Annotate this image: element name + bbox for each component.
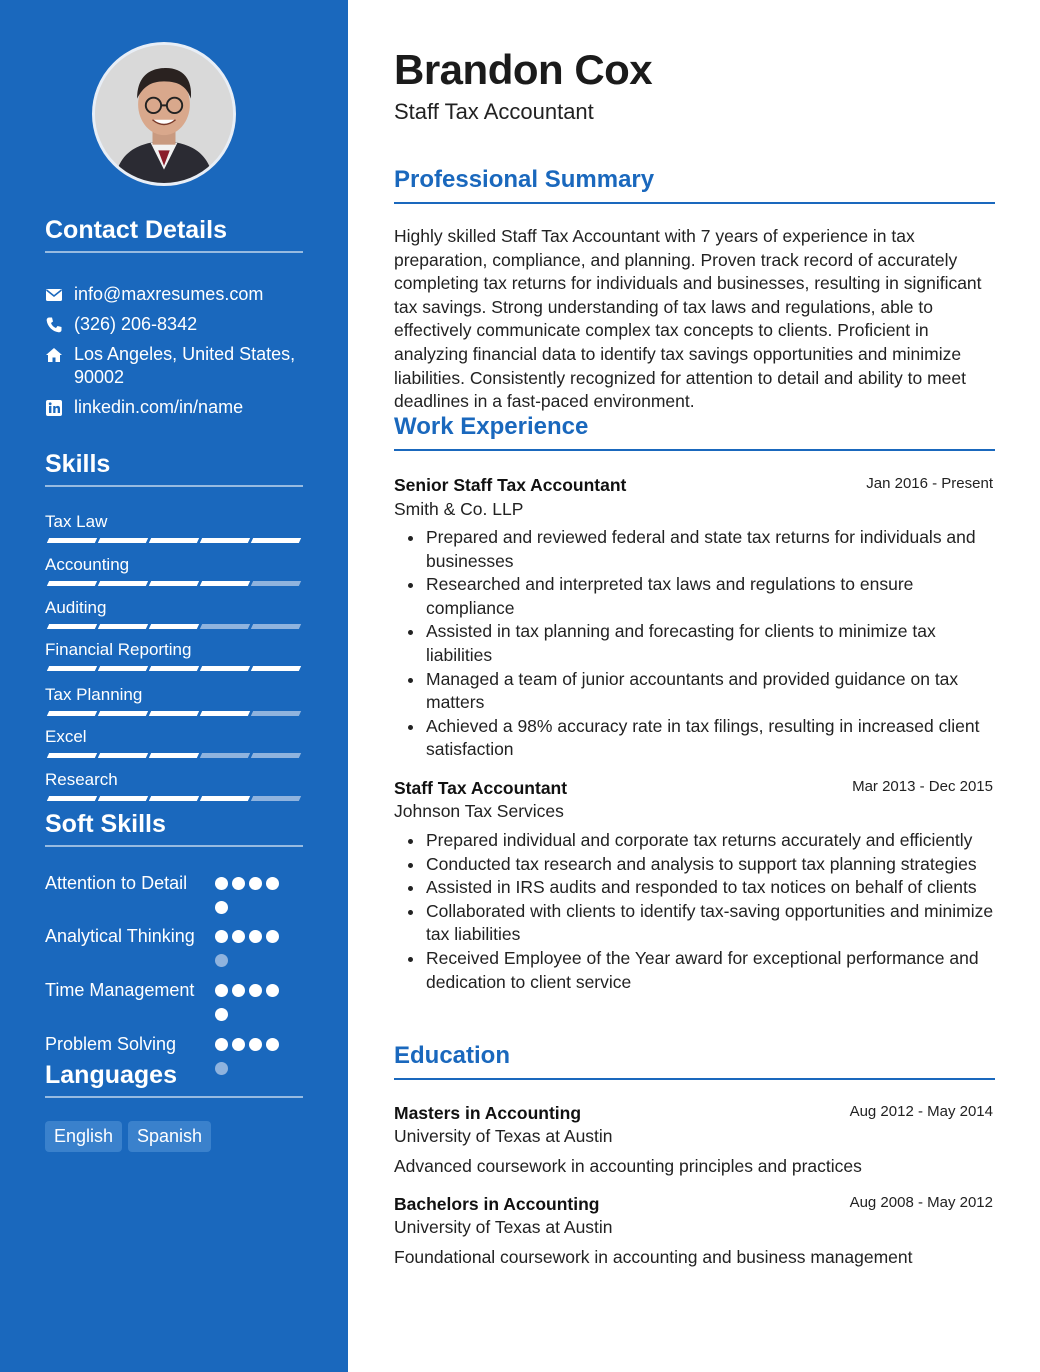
soft-skills-heading: Soft Skills: [45, 810, 303, 847]
soft-skill-name: Problem Solving: [45, 1034, 177, 1054]
rating-dot-filled: [266, 877, 279, 890]
sidebar: [0, 0, 348, 1372]
job-dates: Jan 2016 - Present: [866, 475, 993, 492]
contact-section: [45, 216, 303, 417]
skill-segment-filled: [200, 711, 250, 716]
skill-segment-filled: [149, 666, 199, 671]
skill-segment-filled: [98, 711, 148, 716]
list-item: Assisted in tax planning and forecasting for clients to minimize tax liabilities: [394, 620, 995, 667]
skill-segment-filled: [98, 581, 148, 586]
education-header: [394, 1194, 995, 1218]
skill-item: [45, 727, 303, 747]
rating-dot-filled: [232, 877, 245, 890]
skill-segment-empty: [200, 624, 250, 629]
skill-segment-filled: [200, 666, 250, 671]
skill-name: Auditing: [45, 598, 107, 617]
rating-dot-filled: [249, 930, 262, 943]
skill-item: [45, 770, 303, 790]
skill-segment-empty: [251, 624, 301, 629]
phone-text[interactable]: (326) 206-8342: [74, 314, 198, 334]
envelope-icon: [45, 286, 63, 304]
skill-segment-filled: [98, 753, 148, 758]
avatar-image: [95, 45, 233, 183]
skill-segment-filled: [47, 666, 97, 671]
degree-title: Bachelors in Accounting: [394, 1194, 600, 1214]
rating-dot-filled: [266, 1038, 279, 1051]
skill-name: Research: [45, 770, 118, 789]
skill-item: [45, 685, 303, 705]
home-icon: [45, 346, 63, 364]
education-dates: Aug 2008 - May 2012: [849, 1194, 993, 1211]
list-item: Prepared and reviewed federal and state tax returns for individuals and businesses: [394, 526, 995, 573]
rating-dot-filled: [215, 877, 228, 890]
skill-segment-filled: [200, 538, 250, 543]
skill-segment-filled: [47, 796, 97, 801]
degree-title: Masters in Accounting: [394, 1103, 582, 1123]
rating-dot-filled: [215, 984, 228, 997]
list-item: Conducted tax research and analysis to support tax planning strategies: [394, 853, 995, 877]
skill-name: Financial Reporting: [45, 640, 192, 659]
linkedin-text[interactable]: linkedin.com/in/name: [74, 397, 244, 417]
skills-heading: Skills: [45, 450, 303, 487]
list-item: Managed a team of junior accountants and provided guidance on tax matters: [394, 668, 995, 715]
list-item: Prepared individual and corporate tax returns accurately and efficiently: [394, 829, 995, 853]
list-item: Achieved a 98% accuracy rate in tax filings, resulting in increased client satisfaction: [394, 715, 995, 762]
education-description: Foundational coursework in accounting and business management: [394, 1247, 913, 1267]
summary-heading: Professional Summary: [394, 166, 995, 204]
experience-heading: Work Experience: [394, 413, 995, 451]
skill-name: Tax Planning: [45, 685, 143, 704]
soft-skill-name: Analytical Thinking: [45, 926, 195, 946]
school-name: University of Texas at Austin: [394, 1126, 613, 1146]
skill-segment-filled: [98, 796, 148, 801]
education-description: Advanced coursework in accounting principles and practices: [394, 1156, 862, 1176]
soft-skill-name: Attention to Detail: [45, 873, 188, 893]
skill-segment-filled: [200, 581, 250, 586]
list-item: Assisted in IRS audits and responded to tax notices on behalf of clients: [394, 876, 995, 900]
skill-segment-filled: [149, 581, 199, 586]
location-text: Los Angeles, United States, 90002: [74, 344, 296, 387]
email-text[interactable]: info@maxresumes.com: [74, 284, 264, 304]
skill-segment-filled: [251, 666, 301, 671]
contact-email[interactable]: [45, 283, 303, 306]
skill-segment-empty: [251, 753, 301, 758]
contact-phone[interactable]: [45, 313, 303, 336]
job-bullets: [394, 526, 995, 762]
skill-segment-filled: [149, 796, 199, 801]
job-title: Senior Staff Tax Accountant: [394, 475, 627, 495]
profile-photo: [92, 42, 236, 186]
rating-dot-filled: [266, 930, 279, 943]
soft-skills-section: [45, 810, 303, 1054]
language-chip: Spanish: [128, 1121, 211, 1152]
skill-item: [45, 555, 303, 575]
language-chip: English: [45, 1121, 122, 1152]
summary-text: Highly skilled Staff Tax Accountant with 7 years of experience in tax preparation, compliance, and planning. Proven track record of accurately completing tax returns for individuals and businesses, resulting in significant tax savings. Strong understanding of tax laws and regulations, able to effectively communicate complex tax concepts to clients. Proficient in analyzing financial data to identify tax savings opportunities and minimize liabilities. Consistently recognized for attention to detail and ability to meet deadlines in a fast-paced environment.: [394, 226, 982, 412]
rating-dot-filled: [249, 1038, 262, 1051]
education-heading: Education: [394, 1042, 995, 1080]
skill-level-bar: [45, 624, 303, 630]
skill-level-bar: [45, 538, 303, 544]
skill-segment-empty: [251, 711, 301, 716]
languages-heading: Languages: [45, 1061, 303, 1098]
rating-dot-filled: [232, 930, 245, 943]
skill-level-bar: [45, 581, 303, 587]
contact-location: [45, 343, 303, 389]
skills-section: [45, 450, 303, 789]
skill-segment-filled: [149, 711, 199, 716]
rating-dot-filled: [232, 984, 245, 997]
skill-segment-empty: [251, 581, 301, 586]
skill-level-bar: [45, 796, 303, 802]
rating-dot-filled: [249, 877, 262, 890]
rating-dot-filled: [215, 930, 228, 943]
rating-dot-filled: [215, 901, 228, 914]
job-header: [394, 778, 995, 802]
skill-segment-filled: [47, 753, 97, 758]
skill-segment-filled: [47, 581, 97, 586]
skill-level-bar: [45, 753, 303, 759]
job-company: Smith & Co. LLP: [394, 499, 524, 519]
rating-dot-filled: [232, 1038, 245, 1051]
skill-item: [45, 512, 303, 532]
languages-section: [45, 1061, 303, 1146]
skill-name: Tax Law: [45, 512, 108, 531]
skill-segment-filled: [149, 624, 199, 629]
rating-dot-filled: [266, 984, 279, 997]
skill-item: [45, 640, 303, 660]
skill-segment-filled: [149, 538, 199, 543]
contact-heading: Contact Details: [45, 216, 303, 253]
job-header: [394, 475, 995, 499]
job-dates: Mar 2013 - Dec 2015: [852, 778, 993, 795]
contact-linkedin[interactable]: [45, 396, 303, 419]
candidate-title: Staff Tax Accountant: [394, 99, 594, 124]
candidate-name: Brandon Cox: [394, 46, 653, 93]
rating-dot-filled: [249, 984, 262, 997]
skill-segment-filled: [98, 538, 148, 543]
soft-skill-name: Time Management: [45, 980, 195, 1000]
skill-segment-filled: [98, 666, 148, 671]
rating-dot-filled: [215, 1038, 228, 1051]
skill-segment-empty: [200, 753, 250, 758]
skill-segment-filled: [149, 753, 199, 758]
education-dates: Aug 2012 - May 2014: [849, 1103, 993, 1120]
skill-segment-filled: [47, 711, 97, 716]
list-item: Received Employee of the Year award for exceptional performance and dedication to client service: [394, 947, 995, 994]
skill-segment-filled: [47, 538, 97, 543]
skill-item: [45, 598, 303, 618]
job-bullets: [394, 829, 995, 994]
skill-level-bar: [45, 711, 303, 717]
skill-segment-filled: [251, 538, 301, 543]
skill-segment-empty: [251, 796, 301, 801]
school-name: University of Texas at Austin: [394, 1217, 613, 1237]
skill-segment-filled: [200, 796, 250, 801]
skill-segment-filled: [98, 624, 148, 629]
skill-segment-filled: [47, 624, 97, 629]
skill-name: Excel: [45, 727, 87, 746]
education-header: [394, 1103, 995, 1127]
linkedin-icon: [45, 399, 63, 417]
skill-level-bar: [45, 666, 303, 672]
rating-dot-filled: [215, 1008, 228, 1021]
skill-name: Accounting: [45, 555, 130, 574]
phone-icon: [45, 316, 63, 334]
job-company: Johnson Tax Services: [394, 801, 564, 821]
list-item: Collaborated with clients to identify tax-saving opportunities and minimize tax liabilities: [394, 900, 995, 947]
job-title: Staff Tax Accountant: [394, 778, 568, 798]
rating-dot-empty: [215, 954, 228, 967]
list-item: Researched and interpreted tax laws and regulations to ensure compliance: [394, 573, 995, 620]
